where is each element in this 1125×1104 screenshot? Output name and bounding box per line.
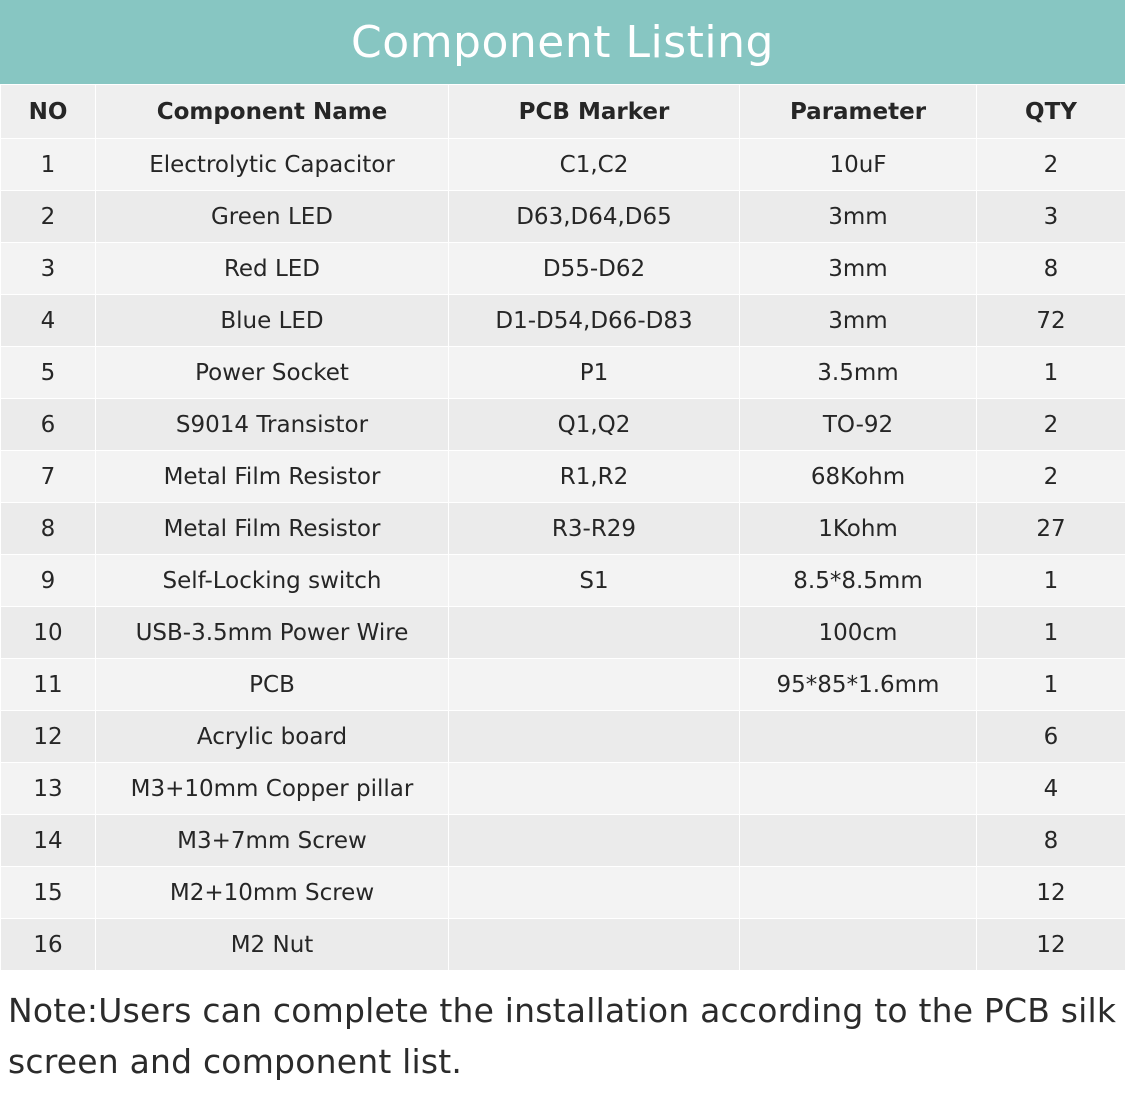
cell-name: PCB	[96, 659, 449, 711]
cell-parameter	[740, 815, 977, 867]
cell-no: 8	[1, 503, 96, 555]
table-row	[1, 659, 1125, 711]
column-header-parameter: Parameter	[740, 85, 977, 139]
cell-no: 4	[1, 295, 96, 347]
cell-name: USB-3.5mm Power Wire	[96, 607, 449, 659]
table-row	[1, 503, 1125, 555]
cell-marker	[449, 711, 740, 763]
table-row	[1, 295, 1125, 347]
cell-name: Green LED	[96, 191, 449, 243]
cell-no: 15	[1, 867, 96, 919]
cell-marker: D63,D64,D65	[449, 191, 740, 243]
table-row	[1, 139, 1125, 191]
cell-name: Power Socket	[96, 347, 449, 399]
cell-parameter	[740, 919, 977, 971]
cell-parameter: 3mm	[740, 295, 977, 347]
table-header-row	[1, 85, 1125, 139]
cell-marker: D55-D62	[449, 243, 740, 295]
cell-qty: 2	[977, 451, 1125, 503]
cell-name: Red LED	[96, 243, 449, 295]
table-row	[1, 919, 1125, 971]
cell-parameter: 1Kohm	[740, 503, 977, 555]
table-row	[1, 607, 1125, 659]
cell-parameter: 3.5mm	[740, 347, 977, 399]
cell-qty: 1	[977, 659, 1125, 711]
cell-parameter	[740, 867, 977, 919]
table-row	[1, 867, 1125, 919]
cell-marker: C1,C2	[449, 139, 740, 191]
cell-marker: R1,R2	[449, 451, 740, 503]
table-row	[1, 763, 1125, 815]
cell-no: 14	[1, 815, 96, 867]
cell-name: Metal Film Resistor	[96, 451, 449, 503]
cell-no: 2	[1, 191, 96, 243]
page-title: Component Listing	[351, 16, 774, 68]
cell-name: M3+7mm Screw	[96, 815, 449, 867]
cell-parameter	[740, 763, 977, 815]
cell-no: 13	[1, 763, 96, 815]
cell-name: M3+10mm Copper pillar	[96, 763, 449, 815]
cell-qty: 2	[977, 139, 1125, 191]
cell-marker	[449, 659, 740, 711]
column-header-marker: PCB Marker	[449, 85, 740, 139]
cell-qty: 12	[977, 919, 1125, 971]
cell-marker	[449, 919, 740, 971]
cell-name: Electrolytic Capacitor	[96, 139, 449, 191]
table-row	[1, 451, 1125, 503]
cell-marker	[449, 763, 740, 815]
cell-name: Metal Film Resistor	[96, 503, 449, 555]
cell-marker: D1-D54,D66-D83	[449, 295, 740, 347]
column-header-qty: QTY	[977, 85, 1125, 139]
cell-name: M2 Nut	[96, 919, 449, 971]
cell-qty: 4	[977, 763, 1125, 815]
cell-marker: P1	[449, 347, 740, 399]
table-row	[1, 399, 1125, 451]
table-row	[1, 243, 1125, 295]
cell-no: 1	[1, 139, 96, 191]
table-row	[1, 191, 1125, 243]
cell-parameter: 100cm	[740, 607, 977, 659]
cell-name: S9014 Transistor	[96, 399, 449, 451]
page-header	[0, 0, 1125, 84]
cell-parameter: 95*85*1.6mm	[740, 659, 977, 711]
cell-name: Self-Locking switch	[96, 555, 449, 607]
cell-qty: 1	[977, 347, 1125, 399]
cell-qty: 8	[977, 243, 1125, 295]
cell-parameter: 3mm	[740, 243, 977, 295]
installation-note: Note:Users can complete the installation according to the PCB silk screen and component list.	[8, 991, 1117, 1082]
cell-qty: 72	[977, 295, 1125, 347]
cell-name: M2+10mm Screw	[96, 867, 449, 919]
cell-no: 9	[1, 555, 96, 607]
cell-marker: R3-R29	[449, 503, 740, 555]
cell-qty: 6	[977, 711, 1125, 763]
cell-qty: 2	[977, 399, 1125, 451]
cell-marker: Q1,Q2	[449, 399, 740, 451]
cell-parameter: 8.5*8.5mm	[740, 555, 977, 607]
cell-no: 11	[1, 659, 96, 711]
cell-qty: 1	[977, 607, 1125, 659]
table-body	[1, 139, 1125, 971]
cell-qty: 8	[977, 815, 1125, 867]
cell-no: 12	[1, 711, 96, 763]
column-header-no: NO	[1, 85, 96, 139]
cell-no: 3	[1, 243, 96, 295]
cell-parameter: 68Kohm	[740, 451, 977, 503]
cell-marker	[449, 867, 740, 919]
cell-no: 6	[1, 399, 96, 451]
table-row	[1, 555, 1125, 607]
cell-marker	[449, 607, 740, 659]
cell-no: 7	[1, 451, 96, 503]
table-row	[1, 347, 1125, 399]
cell-qty: 3	[977, 191, 1125, 243]
cell-name: Blue LED	[96, 295, 449, 347]
cell-qty: 1	[977, 555, 1125, 607]
cell-no: 5	[1, 347, 96, 399]
cell-name: Acrylic board	[96, 711, 449, 763]
cell-parameter: 3mm	[740, 191, 977, 243]
cell-parameter: 10uF	[740, 139, 977, 191]
component-listing-table	[0, 84, 1125, 971]
cell-parameter	[740, 711, 977, 763]
cell-no: 10	[1, 607, 96, 659]
cell-parameter: TO-92	[740, 399, 977, 451]
cell-qty: 12	[977, 867, 1125, 919]
table-header	[1, 85, 1125, 139]
cell-qty: 27	[977, 503, 1125, 555]
table-row	[1, 815, 1125, 867]
cell-no: 16	[1, 919, 96, 971]
column-header-name: Component Name	[96, 85, 449, 139]
cell-marker	[449, 815, 740, 867]
cell-marker: S1	[449, 555, 740, 607]
table-row	[1, 711, 1125, 763]
